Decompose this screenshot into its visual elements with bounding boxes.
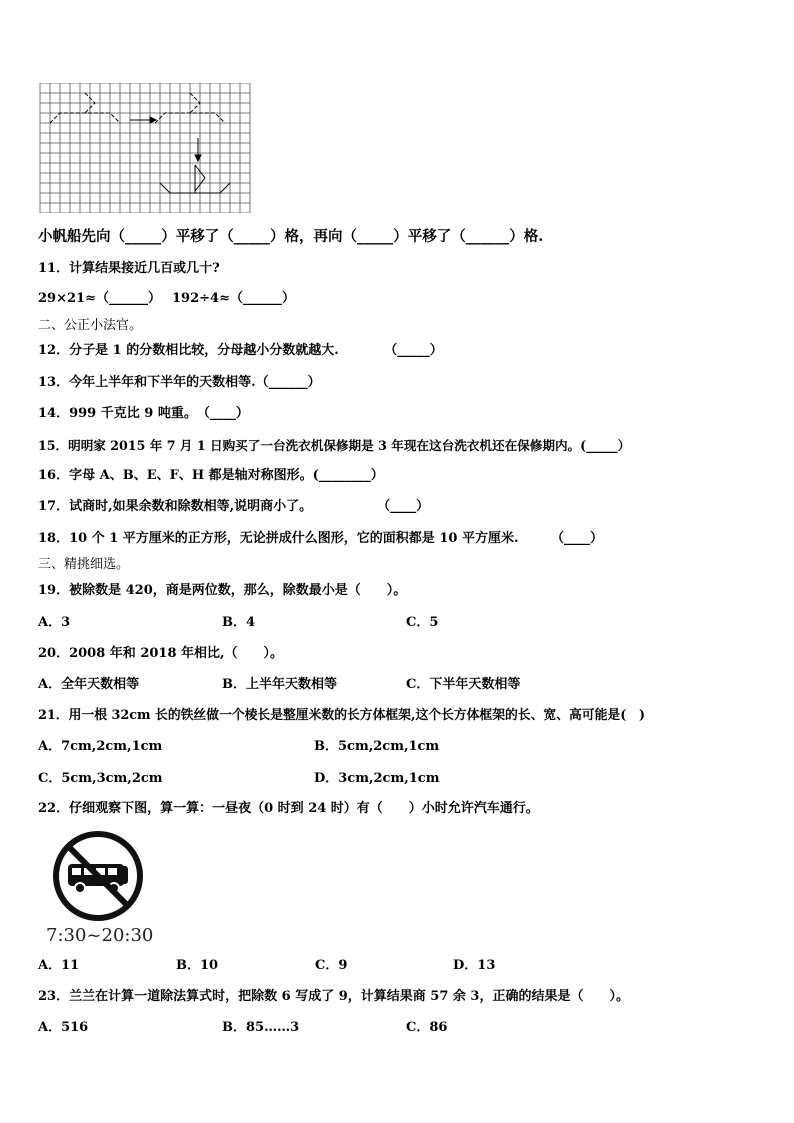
q11-calc2: 192÷4≈（______） — [172, 291, 295, 306]
q22-option-c: C．9 — [315, 958, 348, 973]
q23-option-b: B．85……3 — [222, 1020, 300, 1035]
q21-option-d: D．3cm,2cm,1cm — [314, 771, 440, 786]
q20-option-c: C．下半年天数相等 — [406, 677, 521, 692]
q22-stem: 22．仔细观察下图，算一算：一昼夜（0 时到 24 时）有（ ）小时允许汽车通行。 — [38, 801, 539, 816]
q19-option-b: B．4 — [222, 615, 256, 630]
q19-option-c: C．5 — [406, 615, 439, 630]
q14: 14．999 千克比 9 吨重。 （____） — [38, 406, 249, 421]
q20-option-a: A．全年天数相等 — [38, 677, 140, 692]
q11-calc1: 29×21≈（______） — [38, 291, 161, 306]
q13: 13．今年上半年和下半年的天数相等.（______） — [38, 375, 321, 390]
q19-stem: 19．被除数是 420，商是两位数，那么，除数最小是（ ）。 — [38, 583, 407, 598]
q19-option-a: A．3 — [38, 615, 71, 630]
q22-option-a: A．11 — [38, 958, 80, 973]
q23-option-a: A．516 — [38, 1020, 89, 1035]
q21-option-b: B．5cm,2cm,1cm — [314, 739, 440, 754]
q12: 12．分子是 1 的分数相比较，分母越小分数就越大. （_____） — [38, 343, 443, 358]
q15: 15．明明家 2015 年 7 月 1 日购买了一台洗衣机保修期是 3 年现在这台洗衣机还在保修期内。(_____） — [38, 438, 631, 453]
q21-stem: 21．用一根 32cm 长的铁丝做一个棱长是整厘米数的长方体框架,这个长方体框架的长、宽、高可能是( ) — [38, 708, 646, 723]
sign-time-range: 7:30~20:30 — [46, 925, 154, 946]
q22-option-d: D．13 — [453, 958, 496, 973]
no-bus-sign-icon — [50, 828, 146, 924]
q11-title: 11．计算结果接近几百或几十? — [38, 261, 220, 276]
q22-option-b: B．10 — [176, 958, 219, 973]
q21-option-c: C．5cm,3cm,2cm — [38, 771, 163, 786]
q23-option-c: C．86 — [406, 1020, 448, 1035]
q23-stem: 23．兰兰在计算一道除法算式时，把除数 6 写成了 9，计算结果商 57 余 3，正确的结果是（ ）。 — [38, 989, 629, 1004]
section-2-heading: 二、公正小法官。 — [38, 318, 143, 333]
q21-option-a: A．7cm,2cm,1cm — [38, 739, 163, 754]
q17: 17．试商时,如果余数和除数相等,说明商小了。 （____） — [38, 499, 430, 514]
section-3-heading: 三、精挑细选。 — [38, 557, 130, 572]
q18: 18．10 个 1 平方厘米的正方形，无论拼成什么图形，它的面积都是 10 平方厘米. （____） — [38, 531, 603, 546]
q20-stem: 20．2008 年和 2018 年相比,（ ）。 — [38, 646, 284, 661]
q16: 16．字母 A、B、E、F、H 都是轴对称图形。(________） — [38, 468, 384, 483]
sailboat-question: 小帆船先向（_____）平移了（_____）格，再向（_____）平移了（______）格. — [38, 228, 544, 245]
sailboat-grid-figure — [38, 83, 252, 213]
q20-option-b: B．上半年天数相等 — [222, 677, 337, 692]
